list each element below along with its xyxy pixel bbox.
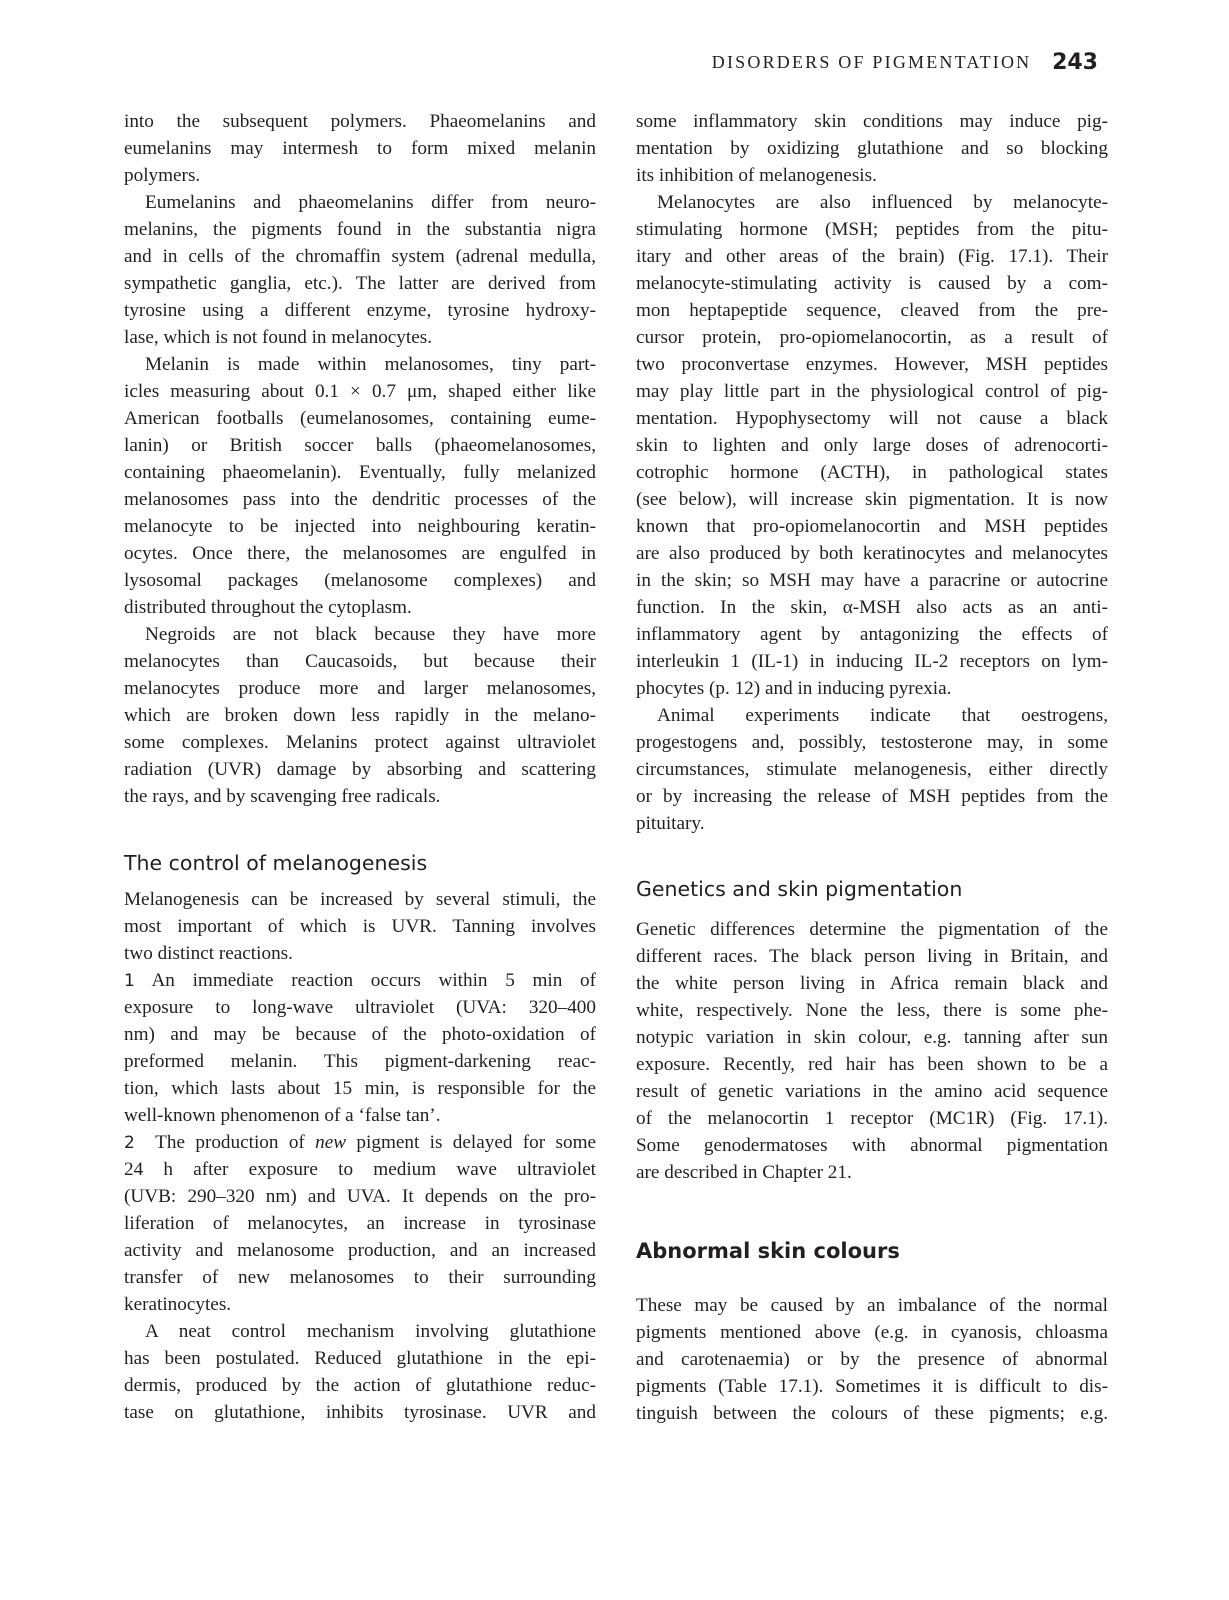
numbered-item-1: [124, 967, 596, 1129]
text-line: two proconvertase enzymes. However, MSH peptides: [636, 354, 1108, 375]
paragraph: [636, 189, 1108, 702]
text-line: two distinct reactions.: [124, 943, 293, 964]
text-line: cursor protein, pro-opiomelanocortin, as a result of: [636, 327, 1108, 348]
text-line: polymers.: [124, 165, 201, 186]
text-line: melanocytes than Caucasoids, but because their: [124, 651, 596, 672]
paragraph: [636, 916, 1108, 1186]
text-line: into the subsequent polymers. Phaeomelanins and: [124, 111, 596, 132]
text-line: are also produced by both keratinocytes and melanocytes: [636, 543, 1108, 564]
text-line: eumelanins may intermesh to form mixed melanin: [124, 138, 596, 159]
text-line: tyrosine using a different enzyme, tyrosine hydroxy-: [124, 300, 596, 321]
text-line: melanocyte to be injected into neighbouring keratin-: [124, 516, 596, 537]
text-line: which are broken down less rapidly in the melano-: [124, 705, 596, 726]
text-line: and in cells of the chromaffin system (adrenal medulla,: [124, 246, 596, 267]
text-line: distributed throughout the cytoplasm.: [124, 597, 412, 618]
text-line: inflammatory agent by antagonizing the effects of: [636, 624, 1108, 645]
text-line: (see below), will increase skin pigmentation. It is now: [636, 489, 1108, 510]
text-line: preformed melanin. This pigment-darkening reac-: [124, 1051, 596, 1072]
running-header: [620, 50, 1098, 75]
text-line: Melanin is made within melanosomes, tiny part-: [145, 354, 596, 375]
text-line: These may be caused by an imbalance of the normal: [636, 1295, 1108, 1316]
text-line: of the melanocortin 1 receptor (MC1R) (Fig. 17.1).: [636, 1108, 1108, 1129]
text-line: well-known phenomenon of a ‘false tan’.: [124, 1105, 441, 1126]
text-line: or by increasing the release of MSH peptides from the: [636, 786, 1108, 807]
text-line: transfer of new melanosomes to their surrounding: [124, 1267, 596, 1288]
text-line: white, respectively. None the less, there is some phe-: [636, 1000, 1108, 1021]
text-line: melanosomes pass into the dendritic processes of the: [124, 489, 596, 510]
text-line: exposure to long-wave ultraviolet (UVA: 320–400: [124, 997, 596, 1018]
text-line: pituitary.: [636, 813, 705, 834]
text-line: tion, which lasts about 15 min, is responsible for the: [124, 1078, 596, 1099]
text-line: sympathetic ganglia, etc.). The latter are derived from: [124, 273, 596, 294]
text-line: 2 The production of new pigment is delayed for some: [124, 1132, 596, 1153]
text-line: mentation by oxidizing glutathione and so blocking: [636, 138, 1108, 159]
text-line: Melanocytes are also influenced by melanocyte-: [657, 192, 1108, 213]
text-line: known that pro-opiomelanocortin and MSH peptides: [636, 516, 1108, 537]
paragraph: [636, 1292, 1108, 1427]
text-line: ocytes. Once there, the melanosomes are engulfed in: [124, 543, 596, 564]
paragraph: [124, 886, 596, 967]
text-line: most important of which is UVR. Tanning involves: [124, 916, 596, 937]
text-line: 1 An immediate reaction occurs within 5 min of: [124, 970, 596, 991]
numbered-item-2: [124, 1129, 596, 1318]
text-line: interleukin 1 (IL-1) in inducing IL-2 receptors on lym-: [636, 651, 1108, 672]
text-line: itary and other areas of the brain) (Fig. 17.1). Their: [636, 246, 1108, 267]
text-line: may play little part in the physiological control of pig-: [636, 381, 1108, 402]
paragraph: [124, 108, 596, 189]
text-line: radiation (UVR) damage by absorbing and scattering: [124, 759, 596, 780]
text-line: Genetic differences determine the pigmentation of the: [636, 919, 1108, 940]
right-column: [636, 108, 1108, 1427]
running-title: DISORDERS OF PIGMENTATION: [711, 52, 1032, 72]
page-number: 243: [1052, 50, 1098, 75]
text-line: pigments mentioned above (e.g. in cyanosis, chloasma: [636, 1322, 1108, 1343]
text-line: icles measuring about 0.1 × 0.7 μm, shaped either like: [124, 381, 596, 402]
text-line: in the skin; so MSH may have a paracrine or autocrine: [636, 570, 1108, 591]
section-heading-genetics: Genetics and skin pigmentation: [636, 877, 963, 901]
text-line: activity and melanosome production, and an increased: [124, 1240, 596, 1261]
text-line: its inhibition of melanogenesis.: [636, 165, 877, 186]
text-line: melanins, the pigments found in the substantia nigra: [124, 219, 596, 240]
paragraph: [636, 702, 1108, 837]
text-line: mentation. Hypophysectomy will not cause a black: [636, 408, 1108, 429]
text-line: circumstances, stimulate melanogenesis, either directly: [636, 759, 1108, 780]
paragraph: [124, 351, 596, 621]
text-line: cotrophic hormone (ACTH), in pathological states: [636, 462, 1108, 483]
text-line: keratinocytes.: [124, 1294, 232, 1315]
text-line: Negroids are not black because they have more: [145, 624, 596, 645]
text-line: function. In the skin, α-MSH also acts as an anti-: [636, 597, 1108, 618]
item-number: 2: [124, 1133, 135, 1153]
text-line: tinguish between the colours of these pigments; e.g.: [636, 1403, 1108, 1424]
text-line: phocytes (p. 12) and in inducing pyrexia.: [636, 678, 952, 699]
text-line: notypic variation in skin colour, e.g. tanning after sun: [636, 1027, 1108, 1048]
text-line: nm) and may be because of the photo-oxidation of: [124, 1024, 596, 1045]
paragraph: [124, 1318, 596, 1426]
text-line: containing phaeomelanin). Eventually, fully melanized: [124, 462, 596, 483]
text-line: different races. The black person living in Britain, and: [636, 946, 1108, 967]
text-line: melanocytes produce more and larger melanosomes,: [124, 678, 596, 699]
text-line: tase on glutathione, inhibits tyrosinase. UVR and: [124, 1402, 596, 1423]
text-line: has been postulated. Reduced glutathione in the epi-: [124, 1348, 596, 1369]
text-line: and carotenaemia) or by the presence of abnormal: [636, 1349, 1108, 1370]
section-heading-abnormal-skin-colours: Abnormal skin colours: [636, 1239, 900, 1263]
text-line: some inflammatory skin conditions may induce pig-: [636, 111, 1108, 132]
text-line: result of genetic variations in the amino acid sequence: [636, 1081, 1108, 1102]
text-line: some complexes. Melanins protect against ultraviolet: [124, 732, 596, 753]
text-line: Melanogenesis can be increased by several stimuli, the: [124, 889, 596, 910]
text-line: 24 h after exposure to medium wave ultraviolet: [124, 1159, 596, 1180]
text-line: American footballs (eumelanosomes, containing eume-: [124, 408, 596, 429]
text-line: stimulating hormone (MSH; peptides from the pitu-: [636, 219, 1108, 240]
text-line: lanin) or British soccer balls (phaeomelanosomes,: [124, 435, 596, 456]
paragraph: [124, 189, 596, 351]
text-line: skin to lighten and only large doses of adrenocorti-: [636, 435, 1108, 456]
text-line: (UVB: 290–320 nm) and UVA. It depends on the pro-: [124, 1186, 596, 1207]
text-line: pigments (Table 17.1). Sometimes it is difficult to dis-: [636, 1376, 1108, 1397]
left-column: [124, 108, 596, 1426]
text-line: the white person living in Africa remain black and: [636, 973, 1108, 994]
section-heading-control-of-melanogenesis: The control of melanogenesis: [124, 851, 428, 875]
text-line: exposure. Recently, red hair has been shown to be a: [636, 1054, 1108, 1075]
text-line: the rays, and by scavenging free radicals.: [124, 786, 441, 807]
text-line: are described in Chapter 21.: [636, 1162, 852, 1183]
paragraph: [124, 621, 596, 810]
text-line: A neat control mechanism involving glutathione: [145, 1321, 596, 1342]
text-line: Eumelanins and phaeomelanins differ from neuro-: [145, 192, 596, 213]
text-line: dermis, produced by the action of glutathione reduc-: [124, 1375, 596, 1396]
text-line: lysosomal packages (melanosome complexes) and: [124, 570, 596, 591]
text-line: mon heptapeptide sequence, cleaved from the pre-: [636, 300, 1108, 321]
text-line: lase, which is not found in melanocytes.: [124, 327, 433, 348]
text-line: progestogens and, possibly, testosterone may, in some: [636, 732, 1108, 753]
text-line: Animal experiments indicate that oestrogens,: [657, 705, 1108, 726]
text-line: Some genodermatoses with abnormal pigmentation: [636, 1135, 1108, 1156]
text-line: liferation of melanocytes, an increase in tyrosinase: [124, 1213, 596, 1234]
text-line: melanocyte-stimulating activity is caused by a com-: [636, 273, 1108, 294]
emphasis: new: [315, 1132, 347, 1153]
item-number: 1: [124, 971, 135, 991]
paragraph: [636, 108, 1108, 189]
